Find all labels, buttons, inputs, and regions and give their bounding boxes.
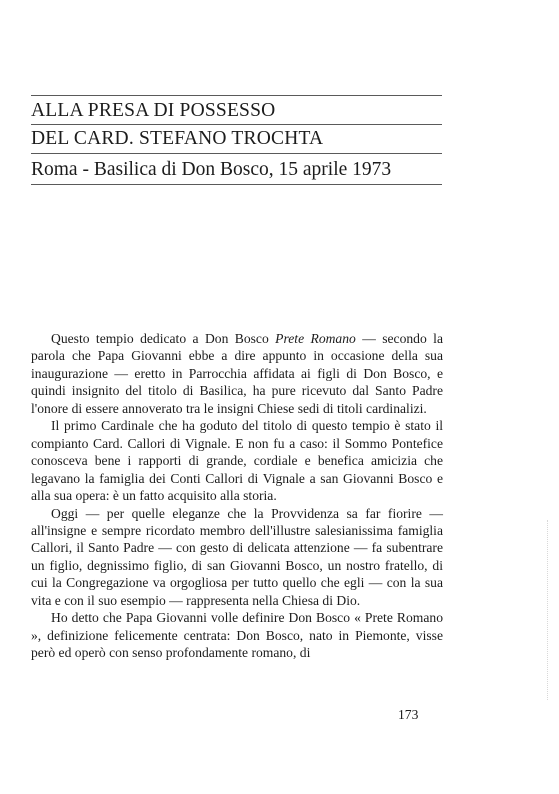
margin-scan-dots	[547, 520, 549, 700]
rule-title-middle	[31, 124, 442, 125]
paragraph-1-start: Questo tempio dedicato a Don Bosco	[51, 331, 276, 346]
body-text	[31, 330, 443, 662]
title-line-2: DEL CARD. STEFANO TROCHTA	[31, 128, 324, 149]
paragraph-1	[31, 330, 443, 417]
title-line-1: ALLA PRESA DI POSSESSO	[31, 100, 276, 121]
subtitle: Roma - Basilica di Don Bosco, 15 aprile 1973	[31, 159, 392, 180]
paragraph-1-italic: Prete Romano	[275, 331, 356, 346]
page-number: 173	[398, 707, 419, 722]
paragraph-4: Ho detto che Papa Giovanni volle definire Don Bosco « Prete Romano », definizione felicemente centrata: Don Bosco, nato in Piemonte, visse però ed operò con senso profondamente romano, di	[31, 610, 443, 661]
rule-top	[31, 95, 442, 96]
paragraph-3: Oggi — per quelle eleganze che la Provvidenza sa far fiorire — all'insigne e sempre ricordato membro dell'illustre salesianissima famiglia Callori, il Santo Padre — con gesto di delicata attenzione — fa subentrare un figlio, degnissimo figlio, di san Giovanni Bosco, un nostro fratello, di cui la Congregazione va orgogliosa per tutto quello che egli — con la sua vita e con il suo esempio — rappresenta nella Chiesa di Dio.	[31, 505, 443, 608]
paragraph-1-rest: — secondo la parola che Papa Giovanni ebbe a dire appunto in occasione della sua inaugurazione — eretto in Parrocchia affidata ai figli di Don Bosco, e quindi insignito del titolo di Basilica, ha pure ricevuto dal Santo Padre l'onore di essere annoverato tra le insigni Chiese sedi di titoli cardinalizi.	[31, 331, 443, 416]
rule-subtitle-bottom	[31, 184, 442, 185]
rule-title-bottom	[31, 153, 442, 154]
paragraph-2: Il primo Cardinale che ha goduto del titolo di questo tempio è stato il compianto Card. Callori di Vignale. E non fu a caso: il Sommo Pontefice conosceva bene i rapporti di grande, cordiale e benefica amicizia che legavano la famiglia dei Conti Callori di Vignale a san Giovanni Bosco e alla sua opera: è un fatto acquisito alla storia.	[31, 418, 443, 504]
